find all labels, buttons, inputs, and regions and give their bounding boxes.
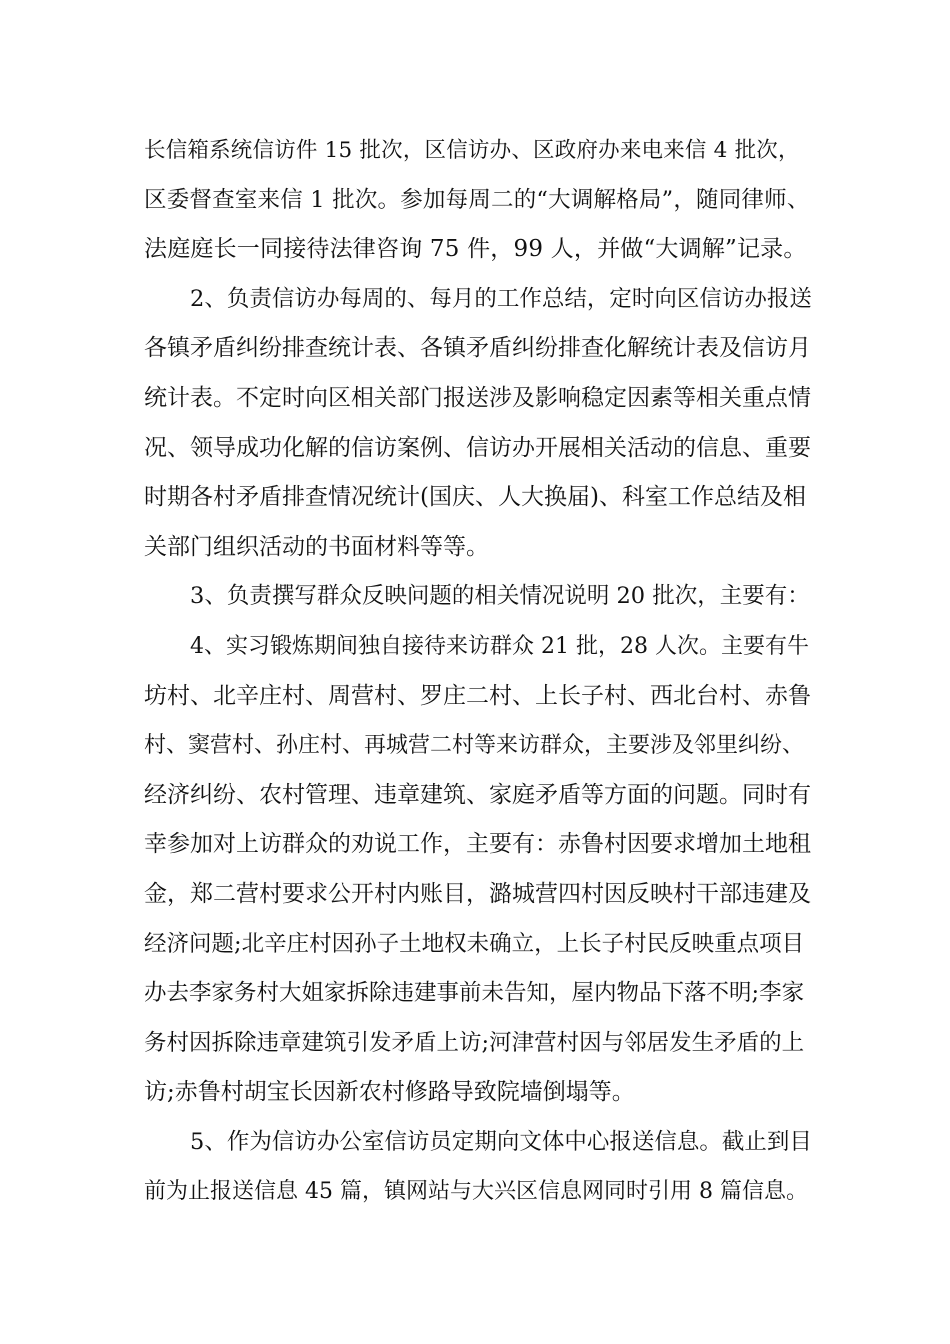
paragraph-start-line: 2、负责信访办每周的、每月的工作总结，定时向区信访办报送 — [190, 285, 812, 312]
text-line: 务村因拆除违章建筑引发矛盾上访;河津营村因与邻居发生矛盾的上 — [144, 1029, 805, 1056]
paragraph-start-line: 3、负责撰写群众反映问题的相关情况说明 20 批次，主要有： — [190, 583, 810, 610]
text-line: 况、领导成功化解的信访案例、信访办开展相关活动的信息、重要 — [144, 434, 811, 461]
text-line: 前为止报送信息 45 篇，镇网站与大兴区信息网同时引用 8 篇信息。 — [144, 1179, 808, 1205]
text-line: 坊村、北辛庄村、周营村、罗庄二村、上长子村、西北台村、赤鲁 — [144, 682, 811, 709]
text-line: 统计表。不定时向区相关部门报送涉及影响稳定因素等相关重点情 — [144, 384, 811, 411]
text-line: 经济纠纷、农村管理、违章建筑、家庭矛盾等方面的问题。同时有 — [144, 781, 811, 808]
text-line: 法庭庭长一同接待法律咨询 75 件，99 人，并做“大调解”记录。 — [144, 236, 807, 263]
text-line: 时期各村矛盾排查情况统计(国庆、人大换届)、科室工作总结及相 — [144, 484, 806, 511]
body-text — [144, 126, 812, 1217]
paragraph-start-line: 4、实习锻炼期间独自接待来访群众 21 批，28 人次。主要有牛 — [190, 633, 809, 659]
text-line: 村、窦营村、孙庄村、再城营二村等来访群众，主要涉及邻里纠纷、 — [144, 733, 805, 759]
text-line: 区委督查室来信 1 批次。参加每周二的“大调解格局”，随同律师、 — [144, 186, 810, 213]
text-line: 访;赤鲁村胡宝长因新农村修路导致院墙倒塌等。 — [144, 1079, 635, 1106]
text-line: 关部门组织活动的书面材料等等。 — [144, 533, 489, 560]
text-line: 经济问题;北辛庄村因孙子土地权未确立，上长子村民反映重点项目 — [144, 930, 805, 957]
text-line: 长信箱系统信访件 15 批次，区信访办、区政府办来电来信 4 批次， — [144, 138, 800, 163]
paragraph-start-line: 5、作为信访办公室信访员定期向文体中心报送信息。截止到目 — [190, 1128, 812, 1155]
text-line: 幸参加对上访群众的劝说工作，主要有：赤鲁村因要求增加土地租 — [144, 831, 811, 858]
text-line: 办去李家务村大姐家拆除违建事前未告知，屋内物品下落不明;李家 — [144, 980, 805, 1007]
text-line: 金，郑二营村要求公开村内账目，潞城营四村因反映村干部违建及 — [144, 880, 811, 907]
text-line: 各镇矛盾纠纷排查统计表、各镇矛盾纠纷排查化解统计表及信访月 — [144, 335, 811, 362]
